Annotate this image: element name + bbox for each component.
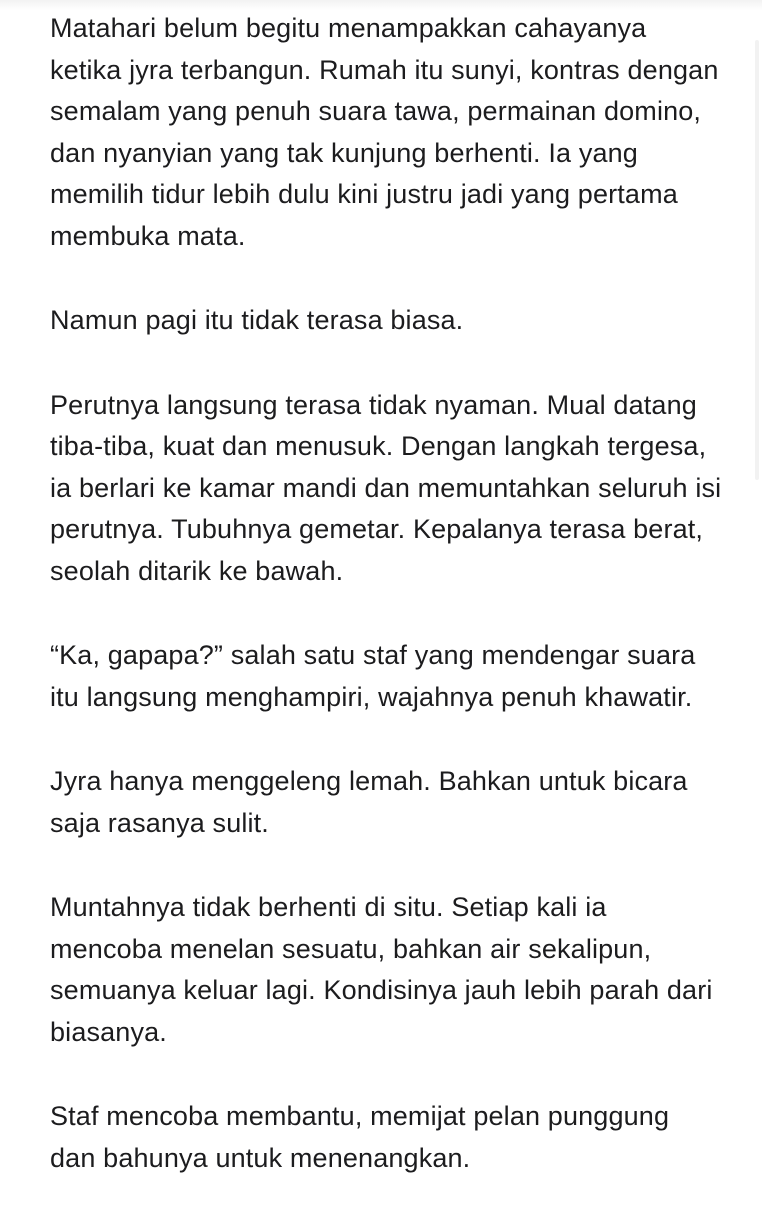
paragraph-7: Staf mencoba membantu, memijat pelan punggung dan bahunya untuk menenangkan.	[50, 1101, 670, 1173]
paragraph-3: Perutnya langsung terasa tidak nyaman. Mual datang tiba-tiba, kuat dan menusuk. Dengan langkah tergesa, ia berlari ke kamar mandi dan memuntahkan seluruh isi perutnya. Tubuhnya gemetar. Kepalanya terasa berat, seolah ditarik ke bawah.	[50, 389, 722, 586]
paragraph-1: Matahari belum begitu menampakkan cahayanya ketika jyra terbangun. Rumah itu sunyi, kontras dengan semalam yang penuh suara tawa, permainan domino, dan nyanyian yang tak kunjung berhenti. Ia yang memilih tidur lebih dulu kini justru jadi yang pertama membuka mata.	[50, 13, 719, 251]
story-text	[50, 8, 730, 1222]
paragraph-4: “Ka, gapapa?” salah satu staf yang mendengar suara itu langsung menghampiri, wajahnya penuh khawatir.	[50, 640, 696, 712]
paragraph-5: Jyra hanya menggeleng lemah. Bahkan untuk bicara saja rasanya sulit.	[50, 766, 688, 838]
paragraph-2: Namun pagi itu tidak terasa biasa.	[50, 305, 464, 335]
scrollbar-thumb[interactable]	[755, 40, 759, 480]
paragraph-6: Muntahnya tidak berhenti di situ. Setiap kali ia mencoba menelan sesuatu, bahkan air sekalipun, semuanya keluar lagi. Kondisinya jauh lebih parah dari biasanya.	[50, 892, 713, 1047]
